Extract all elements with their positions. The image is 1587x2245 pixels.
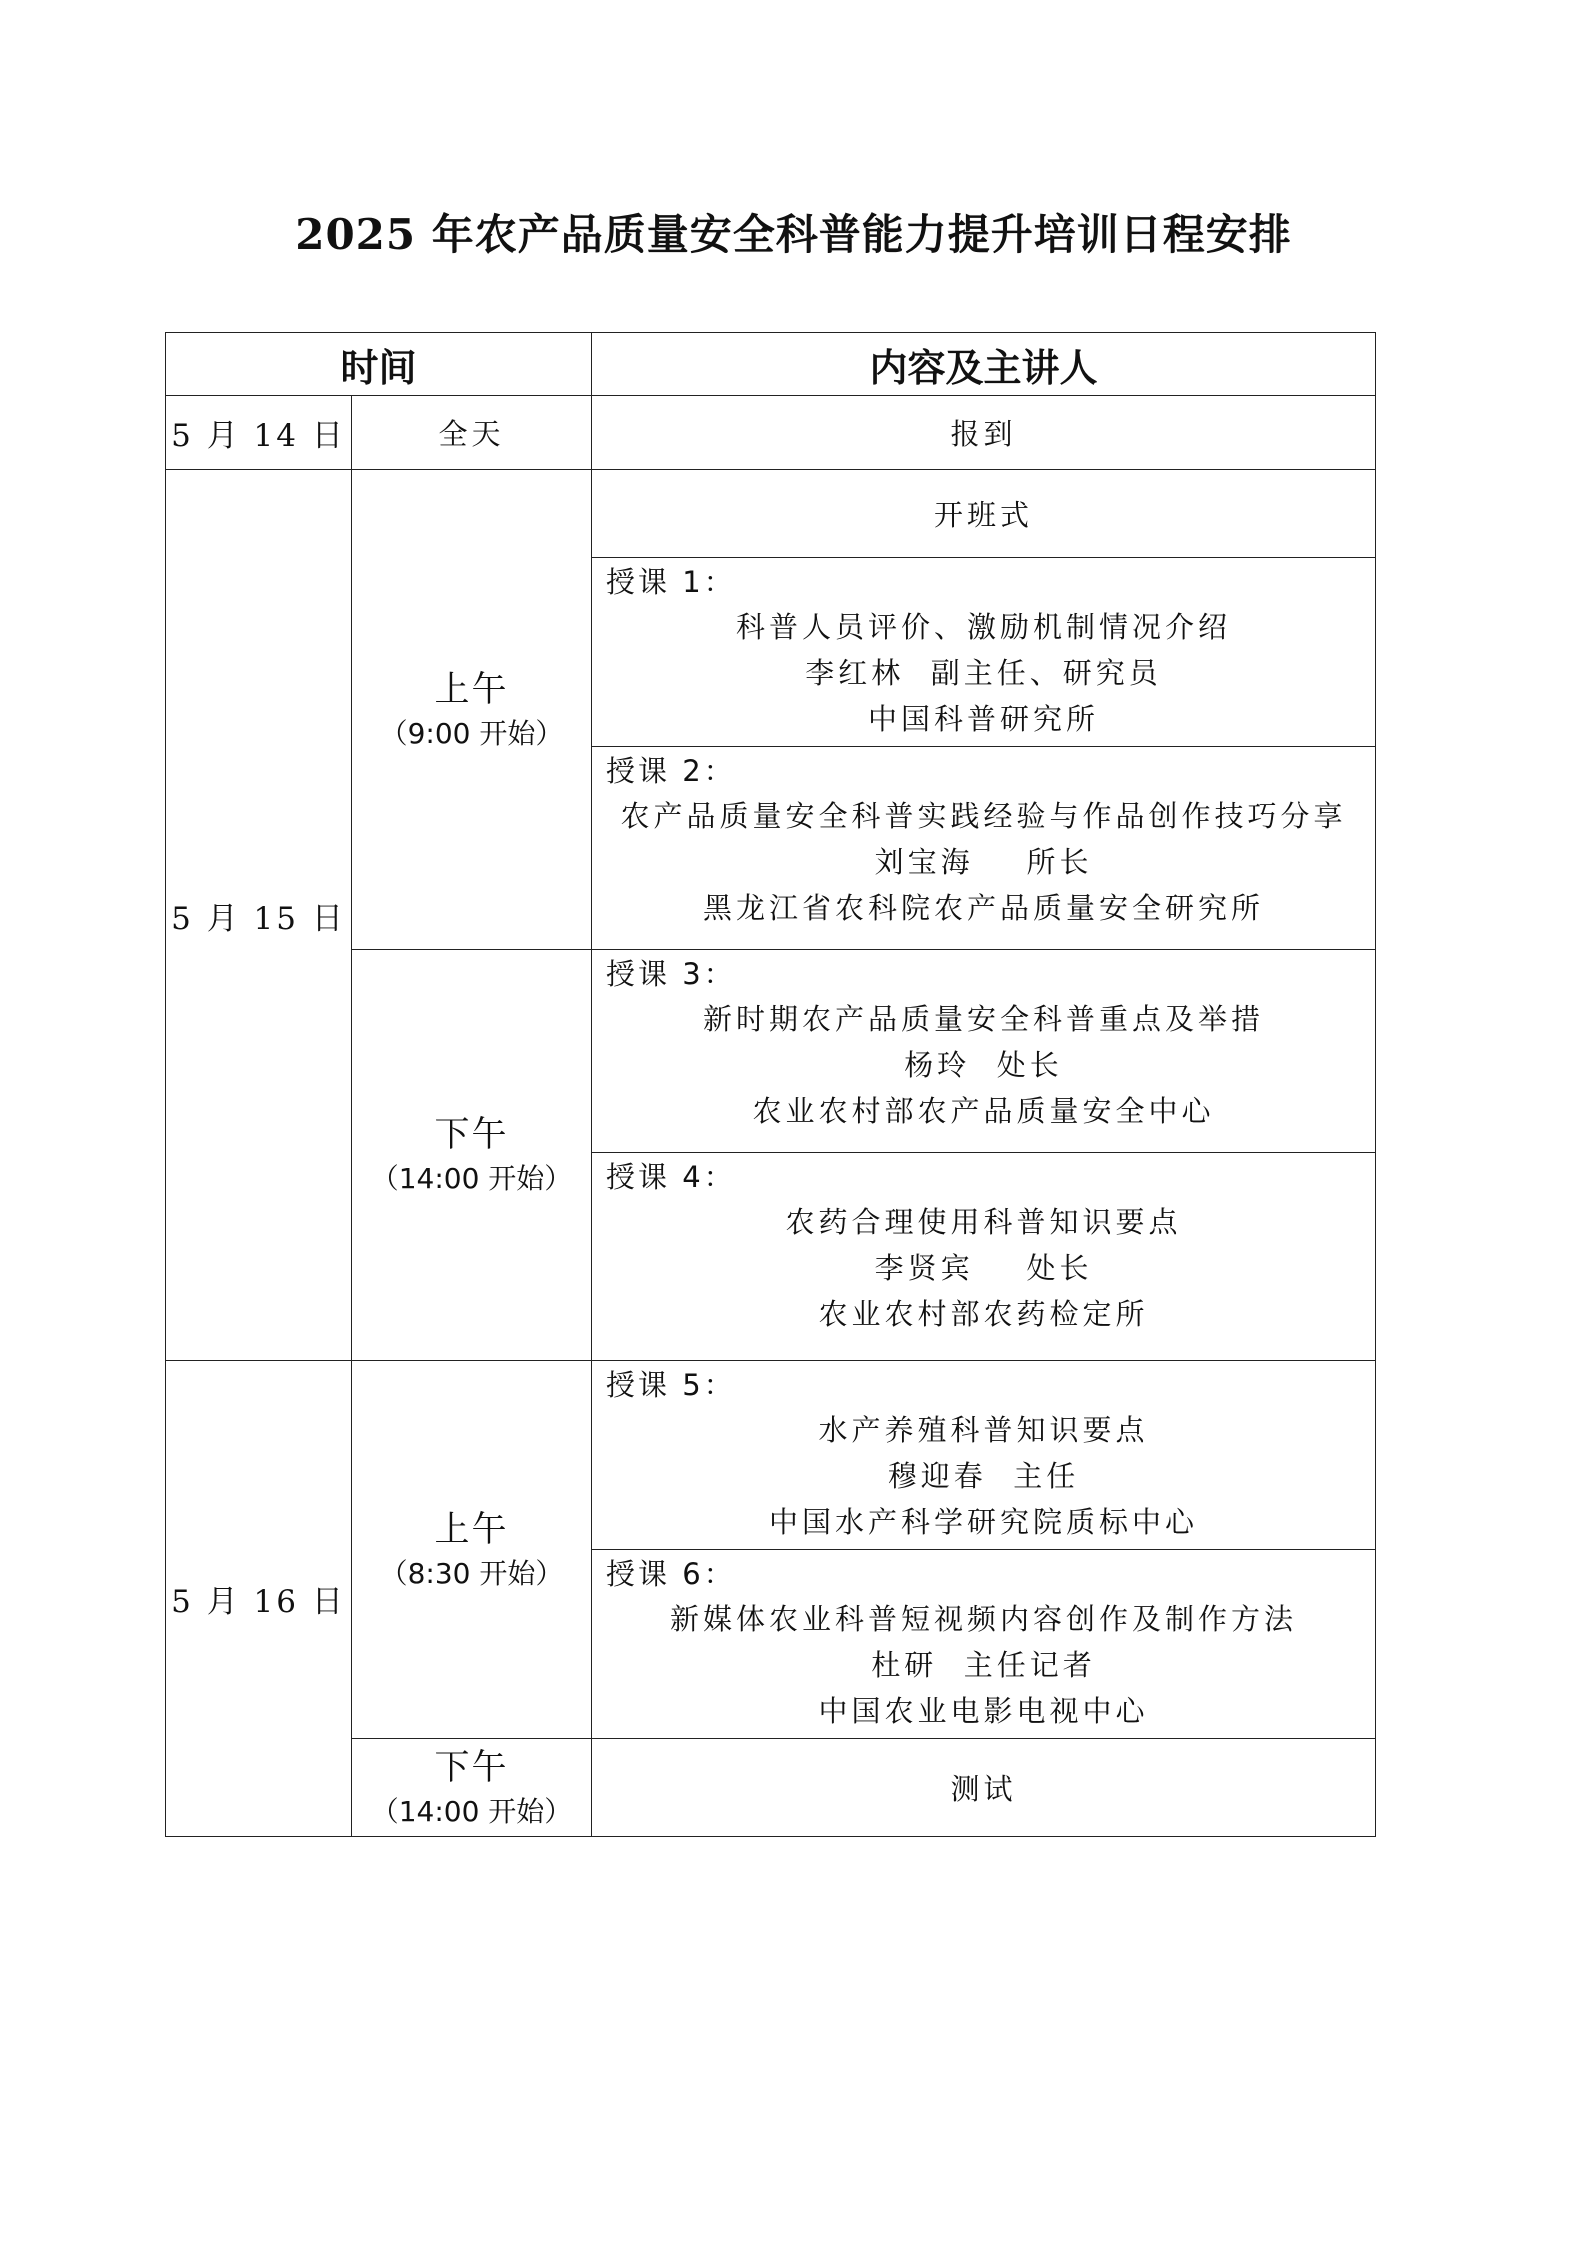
lecture6-topic: 新媒体农业科普短视频内容创作及制作方法 [670, 1602, 1298, 1636]
schedule-table [165, 332, 1376, 1837]
lecture4-speaker: 李贤宾 处长 [874, 1251, 1093, 1285]
lecture2-org: 黑龙江省农科院农产品质量安全研究所 [703, 891, 1265, 925]
day3-morning-name: 上午 [434, 1509, 509, 1550]
lecture5 [592, 1361, 1376, 1550]
lecture4-label: 授课 4： [606, 1160, 736, 1194]
lecture3 [592, 950, 1376, 1153]
day1-row [166, 396, 1376, 470]
lecture4-topic: 农药合理使用科普知识要点 [785, 1205, 1182, 1239]
day2-opening: 开班式 [592, 470, 1376, 558]
page-title: 2025 年农产品质量安全科普能力提升培训日程安排 [295, 210, 1292, 259]
day1-content: 报到 [592, 396, 1376, 470]
header-row [166, 333, 1376, 396]
day2-morning-time: （9:00 开始） [379, 716, 564, 750]
lecture4 [592, 1153, 1376, 1361]
lecture2 [592, 747, 1376, 950]
day2-afternoon-time: （14:00 开始） [370, 1162, 573, 1195]
header-time: 时间 [166, 333, 592, 396]
header-content: 内容及主讲人 [592, 333, 1376, 396]
day3-date: 5 月 16 日 [166, 1361, 352, 1837]
lecture5-row [166, 1361, 1376, 1550]
lecture1-org: 中国科普研究所 [868, 702, 1100, 736]
lecture1 [592, 558, 1376, 747]
day2-opening-row [166, 470, 1376, 558]
lecture2-label: 授课 2： [606, 754, 736, 788]
lecture3-topic: 新时期农产品质量安全科普重点及举措 [703, 1002, 1265, 1036]
day3-afternoon-period [352, 1739, 592, 1837]
day2-morning-name: 上午 [434, 669, 509, 710]
day2-morning-period [352, 470, 592, 950]
day1-date: 5 月 14 日 [166, 396, 352, 470]
day3-morning-period [352, 1361, 592, 1739]
lecture1-label: 授课 1： [606, 565, 736, 599]
lecture1-topic: 科普人员评价、激励机制情况介绍 [736, 610, 1232, 644]
lecture3-org: 农业农村部农产品质量安全中心 [752, 1094, 1215, 1128]
lecture5-topic: 水产养殖科普知识要点 [818, 1413, 1149, 1447]
lecture5-org: 中国水产科学研究院质标中心 [769, 1505, 1199, 1539]
day2-afternoon-name: 下午 [434, 1115, 509, 1155]
lecture2-speaker: 刘宝海 所长 [874, 845, 1093, 879]
lecture6-label: 授课 6： [606, 1557, 736, 1591]
day3-morning-time: （8:30 开始） [379, 1556, 564, 1590]
lecture2-topic: 农产品质量安全科普实践经验与作品创作技巧分享 [620, 799, 1347, 833]
lecture6 [592, 1550, 1376, 1739]
day1-period: 全天 [352, 396, 592, 470]
lecture6-speaker: 杜研 主任记者 [871, 1648, 1096, 1682]
day2-afternoon-period [352, 950, 592, 1361]
lecture3-speaker: 杨玲 处长 [904, 1048, 1063, 1082]
lecture1-speaker: 李红林 副主任、研究员 [805, 656, 1162, 690]
lecture5-label: 授课 5： [606, 1368, 736, 1402]
day2-date: 5 月 15 日 [166, 470, 352, 1361]
day3-afternoon-name: 下午 [434, 1747, 509, 1788]
day3-afternoon-content: 测试 [592, 1739, 1376, 1837]
lecture6-org: 中国农业电影电视中心 [818, 1694, 1149, 1728]
lecture5-speaker: 穆迎春 主任 [887, 1459, 1080, 1493]
lecture3-label: 授课 3： [606, 957, 736, 991]
lecture4-org: 农业农村部农药检定所 [818, 1297, 1149, 1331]
day3-afternoon-time: （14:00 开始） [370, 1794, 573, 1828]
